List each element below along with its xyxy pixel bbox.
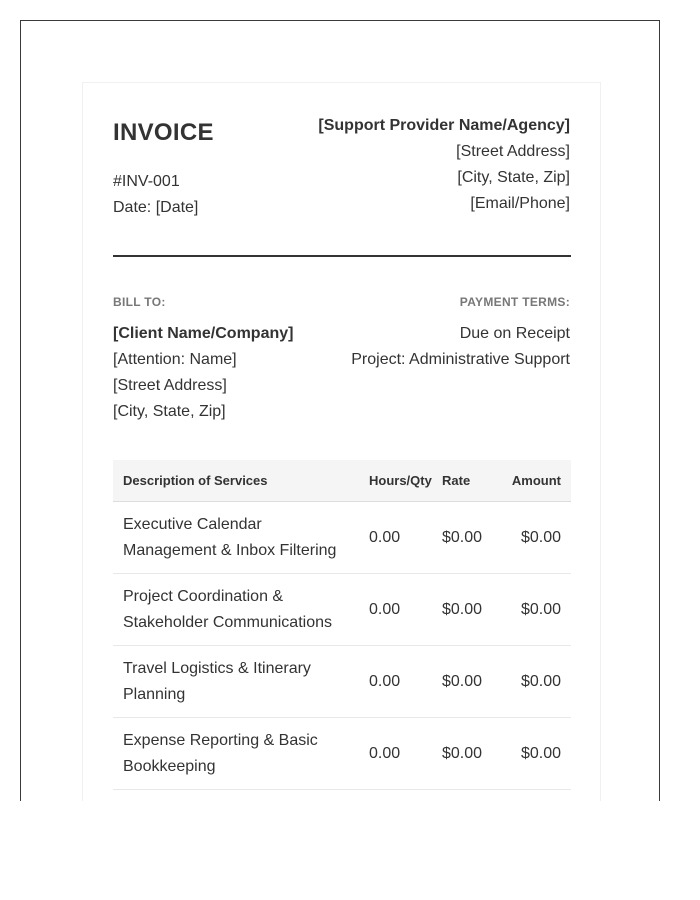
row-rate: $0.00 [442,744,483,762]
row-hours: 0.00 [369,672,401,690]
row-description: Expense Reporting & Basic Bookkeeping [123,731,318,775]
row-rate: $0.00 [442,528,483,546]
provider-street: [Street Address] [456,143,570,160]
header-divider [113,255,571,257]
header-hours: Hours/Qty [369,473,432,488]
provider-contact: [Email/Phone] [470,195,570,212]
client-street: [Street Address] [113,377,227,394]
invoice-title: INVOICE [113,119,214,146]
table-row [113,718,571,790]
invoice-meta [113,169,198,221]
provider-block [318,113,570,217]
payment-terms-label: PAYMENT TERMS: [459,295,570,309]
table-row [113,646,571,718]
document-frame [20,20,660,801]
table-row [113,574,571,646]
client-city: [City, State, Zip] [113,403,226,420]
row-amount: $0.00 [520,744,561,762]
header-amount: Amount [511,473,561,488]
row-hours: 0.00 [369,528,401,546]
invoice-number: #INV-001 [113,173,180,190]
payment-terms-block [350,295,570,373]
provider-city: [City, State, Zip] [457,169,570,186]
payment-terms-value: Due on Receipt [459,325,570,342]
invoice-page [82,82,601,801]
bill-to-label: BILL TO: [113,295,166,309]
bill-to-block [113,295,293,425]
provider-name: [Support Provider Name/Agency] [318,117,570,134]
table-row [113,502,571,574]
row-rate: $0.00 [442,672,483,690]
client-attention: [Attention: Name] [113,351,237,368]
row-description: Executive Calendar Management & Inbox Filtering [123,515,337,559]
row-rate: $0.00 [442,600,483,618]
header-description: Description of Services [123,472,268,488]
table-header [113,460,571,502]
row-hours: 0.00 [369,600,401,618]
invoice-date: Date: [Date] [113,199,199,216]
client-name: [Client Name/Company] [113,325,294,342]
services-table [113,460,571,790]
row-amount: $0.00 [520,600,561,618]
row-amount: $0.00 [520,528,561,546]
project-name: Project: Administrative Support [351,351,570,368]
row-amount: $0.00 [520,672,561,690]
row-hours: 0.00 [369,744,401,762]
row-description: Travel Logistics & Itinerary Planning [123,659,311,703]
row-description: Project Coordination & Stakeholder Communications [123,587,332,631]
header-rate: Rate [442,473,471,488]
